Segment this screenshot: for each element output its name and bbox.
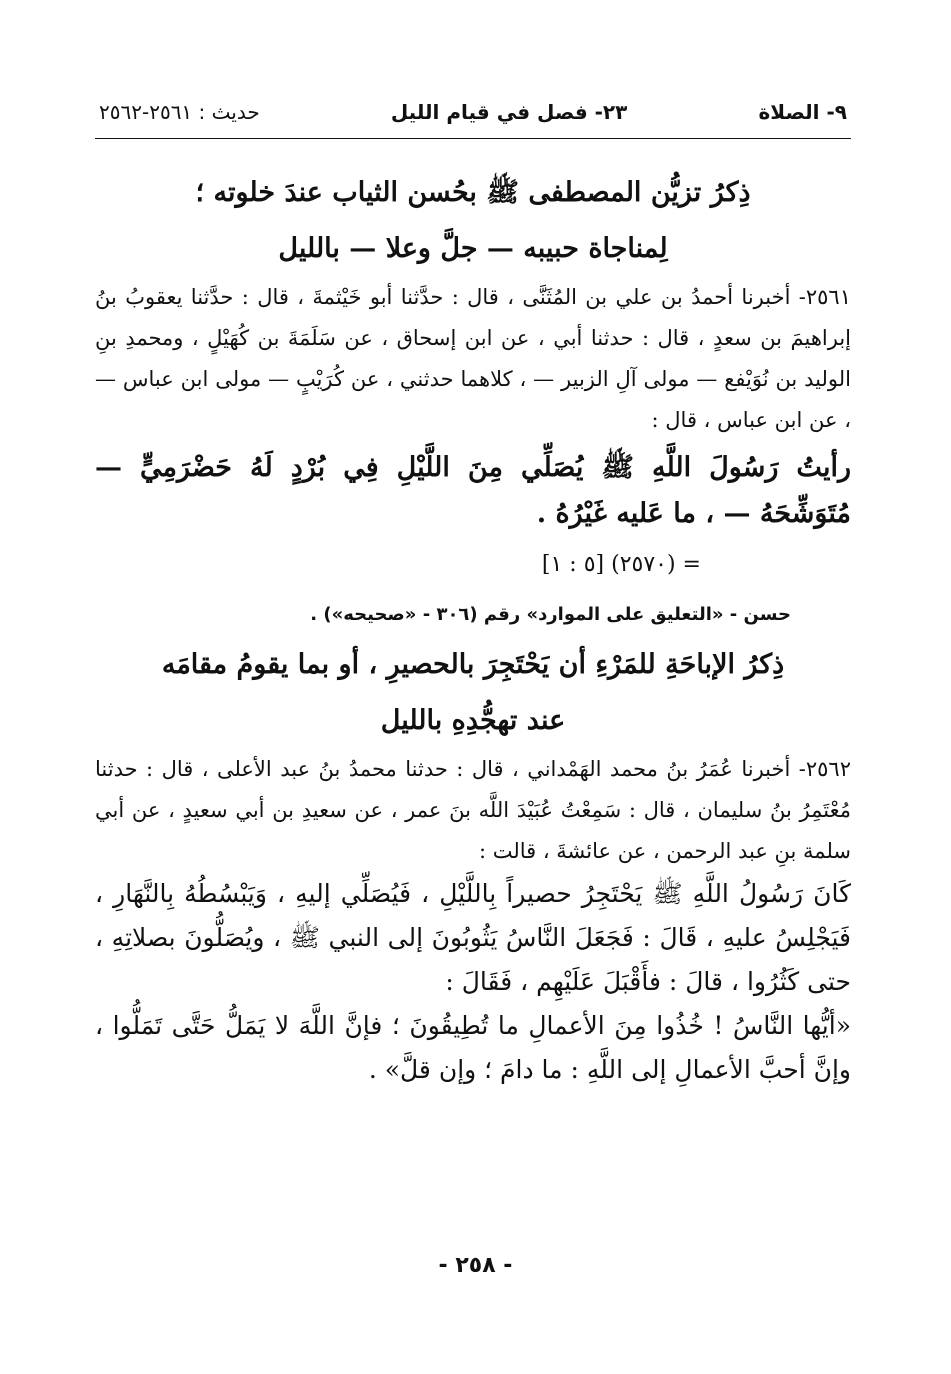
chapter-heading-1-line-2: لِمناجاة حبيبه — جلَّ وعلا — بالليل	[278, 233, 668, 264]
chapter-heading-2	[95, 637, 851, 749]
hadith-2562-quote: «أيُّها النَّاسُ ! خُذُوا مِنَ الأعمالِ ما تُطِيقُونَ ؛ فإنَّ اللَّهَ لا يَمَلُّ حَتَّى تَمَلُّوا ، وإنَّ أحبَّ الأعمالِ إلى اللَّهِ : ما دامَ ؛ وإن قلَّ» .	[95, 1011, 851, 1084]
header-book: ٩- الصلاة	[758, 100, 847, 124]
chapter-heading-2-line-2: عند تهجُّدِهِ بالليل	[380, 705, 566, 736]
page-number: - ٢٥٨ -	[438, 1253, 513, 1278]
hadith-2561-matn: رأيتُ رَسُولَ اللَّهِ ﷺ يُصَلِّي مِنَ اللَّيْلِ فِي بُرْدٍ لَهُ حَضْرَمِيٍّ — مُتَوَشِّحَهُ — ، ما عَليه غَيْرُهُ .	[95, 452, 851, 529]
header-section: ٢٣- فصل في قيام الليل	[390, 100, 628, 124]
header-hadith-range: حديث : ٢٥٦١-٢٥٦٢	[99, 100, 260, 124]
chapter-heading-1-line-1: ذِكرُ تزيُّن المصطفى ﷺ بحُسن الثياب عندَ خلوته ؛	[195, 177, 751, 208]
running-header	[95, 100, 851, 139]
hadith-2562-matn: كَانَ رَسُولُ اللَّهِ ﷺ يَحْتَجِرُ حصيراً بِاللَّيْلِ ، فَيُصَلِّي إليهِ ، وَيَبْسُطُهُ بِالنَّهَارِ ، فَيَجْلِسُ عليهِ ، قَالَ : فَجَعَلَ النَّاسُ يَثُوبُونَ إلى النبي ﷺ ، ويُصَلُّونَ بصلاتِهِ ، حتى كَثُرُوا ، قالَ : فأَقْبَلَ عَلَيْهِم ، فَقَالَ :	[95, 879, 851, 996]
chapter-heading-1	[95, 165, 851, 277]
hadith-2561-cross-reference: = (٢٥٧٠) [٥ : ١]	[541, 552, 701, 577]
chapter-heading-2-line-1: ذِكرُ الإباحَةِ للمَرْءِ أن يَحْتَجِرَ بالحصيرِ ، أو بما يقومُ مقامَه	[161, 649, 785, 680]
hadith-2561-isnad: ٢٥٦١- أخبرنا أحمدُ بن علي بن المُثَنَّى ، قال : حدَّثنا أبو خَيْثمةَ ، قال : حدَّثنا يعقوبُ بنُ إبراهيمَ بن سعدٍ ، قال : حدثنا أبي ، عن ابن إسحاق ، عن سَلَمَةَ بن كُهَيْلٍ ، ومحمدِ بنِ الوليد بن نُوَيْفع — مولى آلِ الزبير — ، كلاهما حدثني ، عن كُرَيْبٍ — مولى ابن عباس — ، عن ابن عباس ، قال :	[95, 285, 851, 432]
hadith-2561-grading: حسن - «التعليق على الموارد» رقم (٣٠٦ - «صحيحه») .	[310, 604, 791, 625]
hadith-2562-isnad: ٢٥٦٢- أخبرنا عُمَرُ بنُ محمد الهَمْداني ، قال : حدثنا محمدُ بنُ عبد الأعلى ، قال : حدثنا مُعْتَمِرُ بنُ سليمان ، قال : سَمِعْتُ عُبَيْدَ اللَّه بنَ عمر ، عن سعيدِ بن أبي سعيدٍ ، عن أبي سلمة بنِ عبد الرحمن ، عن عائشةَ ، قالت :	[95, 757, 851, 863]
